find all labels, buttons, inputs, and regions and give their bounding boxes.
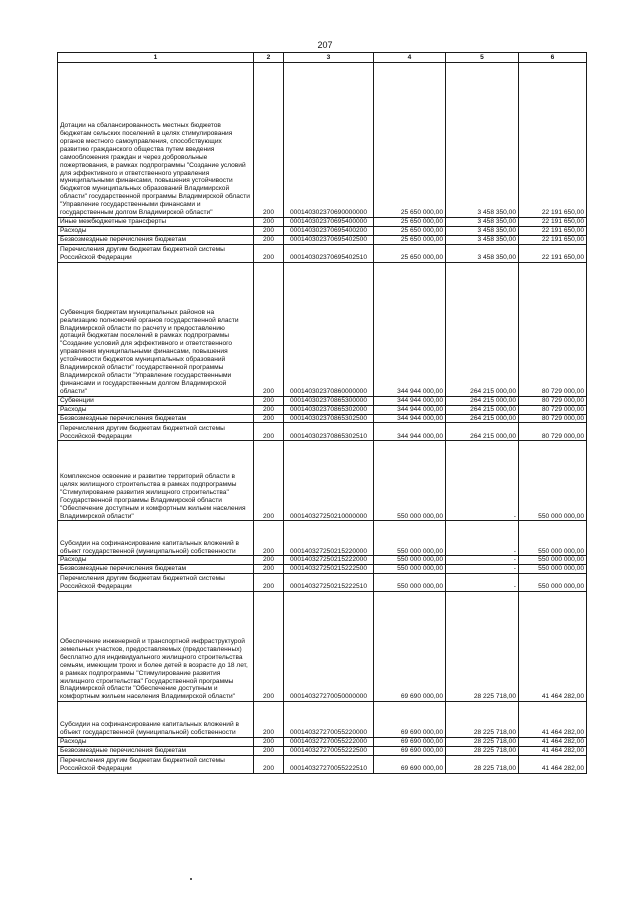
row-amount-planned: 69 690 000,00 <box>374 747 446 756</box>
row-code: 200 <box>254 423 284 441</box>
row-amount-planned: 550 000 000,00 <box>374 441 446 521</box>
table-header-row <box>58 53 587 63</box>
row-amount-planned: 25 650 000,00 <box>374 244 446 262</box>
row-amount-executed: 264 215 000,00 <box>446 262 519 396</box>
row-amount-planned: 344 944 000,00 <box>374 414 446 423</box>
row-amount-planned: 344 944 000,00 <box>374 405 446 414</box>
row-amount-remaining: 80 729 000,00 <box>519 262 587 396</box>
row-code: 200 <box>254 521 284 556</box>
scan-mark <box>190 878 192 880</box>
row-description: Иные межбюджетные трансферты <box>58 218 254 227</box>
row-amount-executed: 3 458 350,00 <box>446 63 519 218</box>
row-amount-executed: 3 458 350,00 <box>446 244 519 262</box>
row-description: Перечисления другим бюджетам бюджетной системы Российской Федерации <box>58 423 254 441</box>
row-classification-code: 000140302370695402510 <box>284 244 374 262</box>
table-row <box>58 244 587 262</box>
row-amount-executed: 264 215 000,00 <box>446 396 519 405</box>
row-amount-executed: 28 225 718,00 <box>446 702 519 738</box>
table-row <box>58 565 587 574</box>
row-description: Безвозмездные перечисления бюджетам <box>58 414 254 423</box>
row-amount-executed: 3 458 350,00 <box>446 218 519 227</box>
row-code: 200 <box>254 756 284 774</box>
column-header: 5 <box>446 53 519 63</box>
row-classification-code: 000140302370695400200 <box>284 226 374 235</box>
row-classification-code: 000140327270055220000 <box>284 702 374 738</box>
table-row <box>58 756 587 774</box>
row-amount-remaining: 22 191 650,00 <box>519 244 587 262</box>
row-description: Расходы <box>58 405 254 414</box>
table-row <box>58 556 587 565</box>
page-number: 207 <box>317 40 333 50</box>
row-classification-code: 000140327270055222500 <box>284 747 374 756</box>
row-amount-planned: 25 650 000,00 <box>374 226 446 235</box>
column-header: 4 <box>374 53 446 63</box>
row-description: Безвозмездные перечисления бюджетам <box>58 747 254 756</box>
row-amount-executed: 28 225 718,00 <box>446 747 519 756</box>
table-row <box>58 405 587 414</box>
row-code: 200 <box>254 556 284 565</box>
row-code: 200 <box>254 262 284 396</box>
table-row <box>58 63 587 218</box>
row-classification-code: 000140302370865302000 <box>284 405 374 414</box>
row-classification-code: 000140327250215222000 <box>284 556 374 565</box>
row-description: Расходы <box>58 738 254 747</box>
row-code: 200 <box>254 738 284 747</box>
row-amount-planned: 25 650 000,00 <box>374 63 446 218</box>
row-classification-code: 000140302370865302500 <box>284 414 374 423</box>
budget-table <box>57 52 587 774</box>
row-amount-executed: - <box>446 556 519 565</box>
row-amount-executed: - <box>446 565 519 574</box>
row-code: 200 <box>254 565 284 574</box>
row-amount-executed: 264 215 000,00 <box>446 423 519 441</box>
row-amount-executed: 3 458 350,00 <box>446 226 519 235</box>
row-description: Перечисления другим бюджетам бюджетной системы Российской Федерации <box>58 756 254 774</box>
row-classification-code: 000140302370690000000 <box>284 63 374 218</box>
row-code: 200 <box>254 396 284 405</box>
row-amount-executed: 28 225 718,00 <box>446 592 519 702</box>
row-amount-remaining: 22 191 650,00 <box>519 63 587 218</box>
row-code: 200 <box>254 747 284 756</box>
row-amount-executed: 264 215 000,00 <box>446 414 519 423</box>
row-amount-planned: 550 000 000,00 <box>374 521 446 556</box>
table-row <box>58 226 587 235</box>
row-amount-remaining: 550 000 000,00 <box>519 556 587 565</box>
row-description: Субвенция бюджетам муниципальных районов на реализацию полномочий органов государственной власти Владимирской области по расчету и предоставлению дотаций бюджетам поселений в рамках подпрограммы "Создание условий для эффективного и ответственного управления муниципальными финансами, повышения устойчивости бюджетов муниципальных образований Владимирской области" государственной программы Владимирской области "Управление государственными финансами и государственным долгом Владимирской области" <box>58 262 254 396</box>
row-classification-code: 000140327250215222510 <box>284 574 374 592</box>
row-amount-remaining: 80 729 000,00 <box>519 405 587 414</box>
row-code: 200 <box>254 702 284 738</box>
row-amount-planned: 69 690 000,00 <box>374 702 446 738</box>
table-row <box>58 414 587 423</box>
table-row <box>58 702 587 738</box>
row-description: Субсидии на софинансирование капитальных вложений в объект государственной (муниципальной) собственности <box>58 521 254 556</box>
row-amount-planned: 344 944 000,00 <box>374 396 446 405</box>
row-amount-planned: 344 944 000,00 <box>374 423 446 441</box>
row-amount-remaining: 22 191 650,00 <box>519 218 587 227</box>
row-description: Обеспечение инженерной и транспортной инфраструктурой земельных участков, предоставляемых (предоставленных) бесплатно для индивидуального жилищного строительства семьям, имеющим троих и более детей в возрасте до 18 лет, в рамках подпрограммы "Стимулирование развития жилищного строительства" Государственной программы Владимирской области "Обеспечение доступным и комфортным жильем населения Владимирской области" <box>58 592 254 702</box>
column-header: 3 <box>284 53 374 63</box>
row-code: 200 <box>254 63 284 218</box>
column-header: 6 <box>519 53 587 63</box>
row-amount-remaining: 22 191 650,00 <box>519 235 587 244</box>
row-amount-planned: 25 650 000,00 <box>374 218 446 227</box>
row-amount-remaining: 41 464 282,00 <box>519 756 587 774</box>
table-row <box>58 738 587 747</box>
row-code: 200 <box>254 235 284 244</box>
row-amount-planned: 550 000 000,00 <box>374 574 446 592</box>
row-description: Безвозмездные перечисления бюджетам <box>58 235 254 244</box>
row-description: Расходы <box>58 556 254 565</box>
row-amount-remaining: 22 191 650,00 <box>519 226 587 235</box>
row-code: 200 <box>254 218 284 227</box>
row-description: Дотации на сбалансированность местных бюджетов бюджетам сельских поселений в целях стимулирования органов местного самоуправления, способствующих развитию гражданского общества путем введения самообложения граждан и через добровольные пожертвования, в рамках подпрограммы "Создание условий для эффективного и ответственного управления муниципальными финансами, повышения устойчивости бюджетов муниципальных образований Владимирской области" государственной программы Владимирской области "Управление государственными финансами и государственным долгом Владимирской области" <box>58 63 254 218</box>
column-header: 2 <box>254 53 284 63</box>
row-classification-code: 000140327270055222510 <box>284 756 374 774</box>
row-amount-executed: 28 225 718,00 <box>446 756 519 774</box>
row-classification-code: 000140327270055222000 <box>284 738 374 747</box>
row-code: 200 <box>254 441 284 521</box>
row-code: 200 <box>254 226 284 235</box>
table-row <box>58 441 587 521</box>
row-description: Комплексное освоение и развитие территорий области в целях жилищного строительства в рамках подпрограммы "Стимулирование развития жилищного строительства" Государственной программы Владимирской области "Обеспечение доступным и комфортным жильем населения Владимирской области" <box>58 441 254 521</box>
row-amount-remaining: 41 464 282,00 <box>519 747 587 756</box>
row-amount-remaining: 41 464 282,00 <box>519 702 587 738</box>
row-amount-remaining: 550 000 000,00 <box>519 521 587 556</box>
row-amount-planned: 69 690 000,00 <box>374 592 446 702</box>
row-classification-code: 000140327270050000000 <box>284 592 374 702</box>
row-code: 200 <box>254 405 284 414</box>
table-row <box>58 592 587 702</box>
row-amount-remaining: 41 464 282,00 <box>519 738 587 747</box>
row-amount-planned: 69 690 000,00 <box>374 738 446 747</box>
row-classification-code: 000140327250215220000 <box>284 521 374 556</box>
table-row <box>58 218 587 227</box>
row-description: Перечисления другим бюджетам бюджетной системы Российской Федерации <box>58 574 254 592</box>
row-classification-code: 000140302370695402500 <box>284 235 374 244</box>
row-code: 200 <box>254 574 284 592</box>
row-amount-remaining: 41 464 282,00 <box>519 592 587 702</box>
row-classification-code: 000140327250215222500 <box>284 565 374 574</box>
row-amount-planned: 550 000 000,00 <box>374 556 446 565</box>
row-amount-remaining: 550 000 000,00 <box>519 565 587 574</box>
row-classification-code: 000140327250210000000 <box>284 441 374 521</box>
table-row <box>58 521 587 556</box>
row-amount-planned: 344 944 000,00 <box>374 262 446 396</box>
row-amount-executed: - <box>446 521 519 556</box>
row-amount-remaining: 80 729 000,00 <box>519 423 587 441</box>
row-description: Безвозмездные перечисления бюджетам <box>58 565 254 574</box>
table-row <box>58 235 587 244</box>
row-description: Расходы <box>58 226 254 235</box>
row-amount-planned: 25 650 000,00 <box>374 235 446 244</box>
row-amount-executed: - <box>446 441 519 521</box>
row-code: 200 <box>254 244 284 262</box>
row-amount-executed: 264 215 000,00 <box>446 405 519 414</box>
row-code: 200 <box>254 414 284 423</box>
table-row <box>58 747 587 756</box>
row-classification-code: 000140302370695400000 <box>284 218 374 227</box>
table-row <box>58 396 587 405</box>
row-amount-remaining: 80 729 000,00 <box>519 396 587 405</box>
row-classification-code: 000140302370865300000 <box>284 396 374 405</box>
row-description: Субвенции <box>58 396 254 405</box>
row-description: Перечисления другим бюджетам бюджетной системы Российской Федерации <box>58 244 254 262</box>
table-row <box>58 423 587 441</box>
row-description: Субсидии на софинансирование капитальных вложений в объект государственной (муниципальной) собственности <box>58 702 254 738</box>
row-amount-remaining: 550 000 000,00 <box>519 574 587 592</box>
row-amount-remaining: 80 729 000,00 <box>519 414 587 423</box>
table-row <box>58 262 587 396</box>
row-classification-code: 000140302370860000000 <box>284 262 374 396</box>
row-amount-planned: 550 000 000,00 <box>374 565 446 574</box>
row-amount-executed: 3 458 350,00 <box>446 235 519 244</box>
row-amount-executed: - <box>446 574 519 592</box>
row-code: 200 <box>254 592 284 702</box>
row-classification-code: 000140302370865302510 <box>284 423 374 441</box>
row-amount-executed: 28 225 718,00 <box>446 738 519 747</box>
row-amount-remaining: 550 000 000,00 <box>519 441 587 521</box>
table-row <box>58 574 587 592</box>
column-header: 1 <box>58 53 254 63</box>
row-amount-planned: 69 690 000,00 <box>374 756 446 774</box>
